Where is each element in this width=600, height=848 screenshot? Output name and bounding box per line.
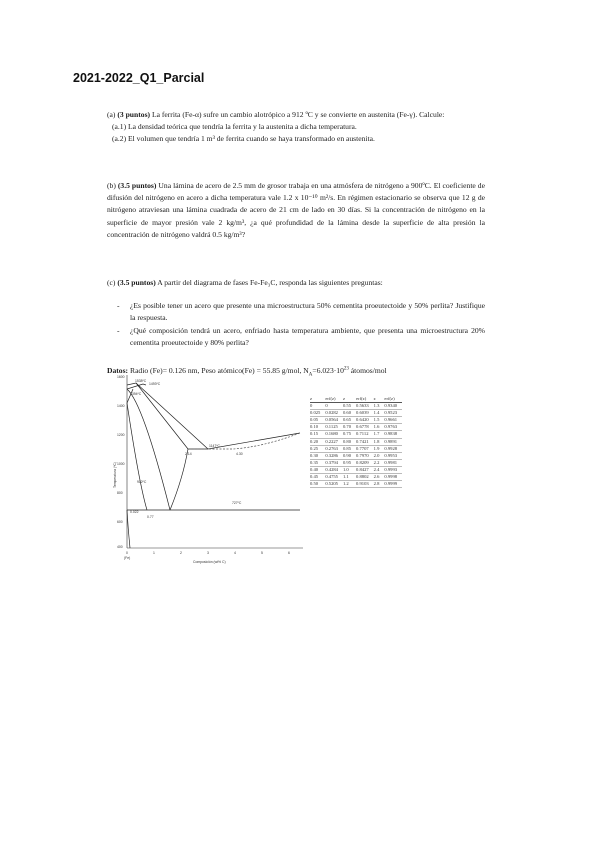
question-c-label: (c) <box>107 278 116 287</box>
erf-row <box>310 438 402 445</box>
datos-text3: átomos/mol <box>348 366 387 375</box>
question-a-body <box>107 109 485 121</box>
question-c-bullet: - ¿Es posible tener un acero que presente una microestructura 50% cementita proeutectoide y 50% perlita? Justifique la respuesta. <box>117 300 485 324</box>
erf-cell: 0.7970 <box>356 452 374 459</box>
erf-cell: 0.8209 <box>356 459 374 466</box>
erf-cell: 0.025 <box>310 410 325 417</box>
erf-cell: 1.5 <box>374 417 385 424</box>
erf-cell: 0.70 <box>343 424 356 431</box>
question-a-text: La ferrita (Fe-α) sufre un cambio alotrópico a 912 ºC y se convierte en austenita (Fe-γ). Calcule: <box>151 110 445 119</box>
erf-cell: 0.6420 <box>356 417 374 424</box>
erf-cell: 0.7421 <box>356 438 374 445</box>
question-a-label: (a) <box>107 110 116 119</box>
erf-cell: 0.9103 <box>356 481 374 488</box>
x-tick: 6 <box>288 551 290 555</box>
question-c-points: (3.5 puntos) <box>117 278 156 287</box>
erf-cell: 2.2 <box>374 459 385 466</box>
erf-cell: 0.30 <box>310 452 325 459</box>
erf-cell: 0.2763 <box>325 445 343 452</box>
erf-cell: 0.45 <box>310 474 325 481</box>
erf-cell: 0.6778 <box>356 424 374 431</box>
erf-cell: 0.9928 <box>384 445 402 452</box>
erf-header: erf(z) <box>384 396 402 403</box>
erf-row <box>310 403 402 410</box>
datos-label: Datos: <box>107 366 129 375</box>
erf-cell: 0.9999 <box>384 481 402 488</box>
question-c-body <box>107 277 485 289</box>
question-c <box>107 277 485 349</box>
erf-cell: 0.4284 <box>325 466 343 473</box>
erf-cell: 0.40 <box>310 466 325 473</box>
erf-header: z <box>343 396 356 403</box>
erf-row <box>310 445 402 452</box>
erf-cell: 0.75 <box>343 431 356 438</box>
erf-cell: 0.90 <box>343 452 356 459</box>
x-tick: 2 <box>180 551 182 555</box>
erf-cell: 1.4 <box>374 410 385 417</box>
erf-cell: 0.9763 <box>384 424 402 431</box>
label-912: 912ºC <box>137 480 147 484</box>
erf-cell: 0.9993 <box>384 466 402 473</box>
datos-sub: A <box>308 372 313 378</box>
erf-row <box>310 431 402 438</box>
erf-cell: 0.20 <box>310 438 325 445</box>
x-tick: 0 <box>126 551 128 555</box>
erf-cell: 0.25 <box>310 445 325 452</box>
erf-cell: 0.9661 <box>384 417 402 424</box>
erf-cell: 0.3794 <box>325 459 343 466</box>
erf-row <box>310 424 402 431</box>
erf-cell: 0.50 <box>310 481 325 488</box>
erf-cell: 0.80 <box>343 438 356 445</box>
y-tick: 800 <box>117 491 123 495</box>
erf-header: z <box>310 396 325 403</box>
question-a <box>107 109 485 146</box>
erf-cell: 0.35 <box>310 459 325 466</box>
erf-cell: 0 <box>325 403 343 410</box>
question-a-points: (3 puntos) <box>117 110 151 119</box>
label-c214: 2.14 <box>185 452 192 456</box>
page-title: 2021-2022_Q1_Parcial <box>73 71 205 85</box>
erf-cell: 0.9981 <box>384 459 402 466</box>
erf-cell: 0.8802 <box>356 474 374 481</box>
y-tick: 1400 <box>117 404 125 408</box>
erf-cell: 0.3286 <box>325 452 343 459</box>
erf-cell: 1.7 <box>374 431 385 438</box>
question-b-points: (3.5 puntos) <box>117 181 157 190</box>
erf-cell: 2.8 <box>374 481 385 488</box>
erf-cell: 0.4755 <box>325 474 343 481</box>
erf-cell: 0.9523 <box>384 410 402 417</box>
x-tick: 1 <box>153 551 155 555</box>
erf-cell: 0.9891 <box>384 438 402 445</box>
y-axis-label: Temperatura (ºC) <box>113 462 117 488</box>
erf-cell: 0.2227 <box>325 438 343 445</box>
datos-text2: =6.023·10 <box>312 366 344 375</box>
erf-cell: 0.7112 <box>356 431 374 438</box>
erf-row <box>310 474 402 481</box>
erf-row <box>310 410 402 417</box>
y-tick: 1200 <box>117 433 125 437</box>
erf-cell: 0.60 <box>343 410 356 417</box>
erf-cell: 0.05 <box>310 417 325 424</box>
fe-fe3c-phase-diagram <box>113 373 313 573</box>
y-tick: 1000 <box>117 462 125 466</box>
x-extra: (Fe) <box>124 556 131 560</box>
erf-header-row <box>310 396 402 403</box>
erf-cell: 1.2 <box>343 481 356 488</box>
erf-cell: 0.1680 <box>325 431 343 438</box>
erf-cell: 1.9 <box>374 445 385 452</box>
erf-cell: 0.65 <box>343 417 356 424</box>
erf-row <box>310 417 402 424</box>
erf-cell: 2.6 <box>374 474 385 481</box>
erf-cell: 0.9953 <box>384 452 402 459</box>
erf-row <box>310 459 402 466</box>
question-b-text: Una lámina de acero de 2.5 mm de grosor trabaja en una atmósfera de nitrógeno a 900ºC. El coeficiente de difusión del nitrógeno en acero a dicha temperatura vale 1.2 x 10⁻¹⁰ m²/s. En régimen estacionario se observa que 12 g de nitrógeno atraviesan una lámina cuadrada de acero de 21 cm de lado en 30 días. Si la concentración de nitrógeno en la superficie de mayor presión vale 2 kg/m³, ¿a qué profundidad de la lámina desde la superficie de alta presión la concentración de nitrógeno valdrá 0.5 kg/m³? <box>107 181 485 239</box>
erf-cell: 0.7707 <box>356 445 374 452</box>
erf-cell: 2.0 <box>374 452 385 459</box>
y-tick: 600 <box>117 520 123 524</box>
label-1538: 1538ºC <box>135 379 147 383</box>
erf-cell: 0.0282 <box>325 410 343 417</box>
erf-cell: 0.55 <box>343 403 356 410</box>
erf-cell: 1.1 <box>343 474 356 481</box>
label-1147: 1147ºC <box>209 444 220 448</box>
erf-cell: 0.9838 <box>384 431 402 438</box>
question-a-item: (a.2) El volumen que tendría 1 m³ de ferrita cuando se haya transformado en austenita. <box>112 134 375 144</box>
erf-cell: 0.5633 <box>356 403 374 410</box>
erf-cell: 0.85 <box>343 445 356 452</box>
erf-table <box>310 396 402 488</box>
label-1493: 1493ºC <box>149 382 161 386</box>
erf-cell: 0.5205 <box>325 481 343 488</box>
erf-cell: 0.6039 <box>356 410 374 417</box>
x-tick: 5 <box>261 551 263 555</box>
y-tick: 1600 <box>117 375 125 379</box>
erf-cell: 1.6 <box>374 424 385 431</box>
erf-cell: 0.1125 <box>325 424 343 431</box>
question-b-label: (b) <box>107 181 116 190</box>
erf-row <box>310 452 402 459</box>
question-c-bullet: - ¿Qué composición tendrá un acero, enfriado hasta temperatura ambiente, que presenta una microestructura 20% cementita proeutectoide y 80% perlita? <box>117 325 485 349</box>
erf-cell: 0.9998 <box>384 474 402 481</box>
bullet-text: ¿Qué composición tendrá un acero, enfriado hasta temperatura ambiente, que presenta una microestructura 20% cementita proeutectoide y 80% perlita? <box>130 325 485 347</box>
label-c0022: 0.022 <box>130 510 139 514</box>
datos-text: Radio (Fe)= 0.126 nm, Peso atómico(Fe) = 55.85 g/mol, N <box>130 366 309 375</box>
label-1394: 1394ºC <box>130 392 142 396</box>
erf-cell: 0.9340 <box>384 403 402 410</box>
erf-cell: 2.4 <box>374 466 385 473</box>
erf-row <box>310 466 402 473</box>
erf-row <box>310 481 402 488</box>
erf-header: erf(z) <box>325 396 343 403</box>
erf-cell: 0 <box>310 403 325 410</box>
erf-cell: 0.8427 <box>356 466 374 473</box>
x-tick: 4 <box>234 551 236 555</box>
y-tick: 400 <box>117 545 123 549</box>
x-tick: 3 <box>207 551 209 555</box>
erf-header: z <box>374 396 385 403</box>
erf-cell: 1.0 <box>343 466 356 473</box>
erf-cell: 0.10 <box>310 424 325 431</box>
question-b <box>107 180 485 241</box>
question-a-item: (a.1) La densidad teórica que tendría la ferrita y la austenita a dicha temperatura. <box>112 122 357 132</box>
label-727: 727ºC <box>232 501 242 505</box>
erf-cell: 1.8 <box>374 438 385 445</box>
erf-cell: 1.3 <box>374 403 385 410</box>
label-c430: 4.30 <box>236 452 243 456</box>
erf-cell: 0.0564 <box>325 417 343 424</box>
erf-cell: 0.15 <box>310 431 325 438</box>
bullet-text: ¿Es posible tener un acero que presente una microestructura 50% cementita proeutectoide y 50% perlita? Justifique la respuesta. <box>130 301 485 323</box>
x-axis-label: Composición (wt% C) <box>193 560 226 564</box>
erf-cell: 0.95 <box>343 459 356 466</box>
erf-header: erf(z) <box>356 396 374 403</box>
datos-sup: 23 <box>343 366 349 372</box>
label-c077: 0.77 <box>147 515 154 519</box>
question-c-text: A partir del diagrama de fases Fe-Fe₃C, responda las siguientes preguntas: <box>157 278 383 287</box>
